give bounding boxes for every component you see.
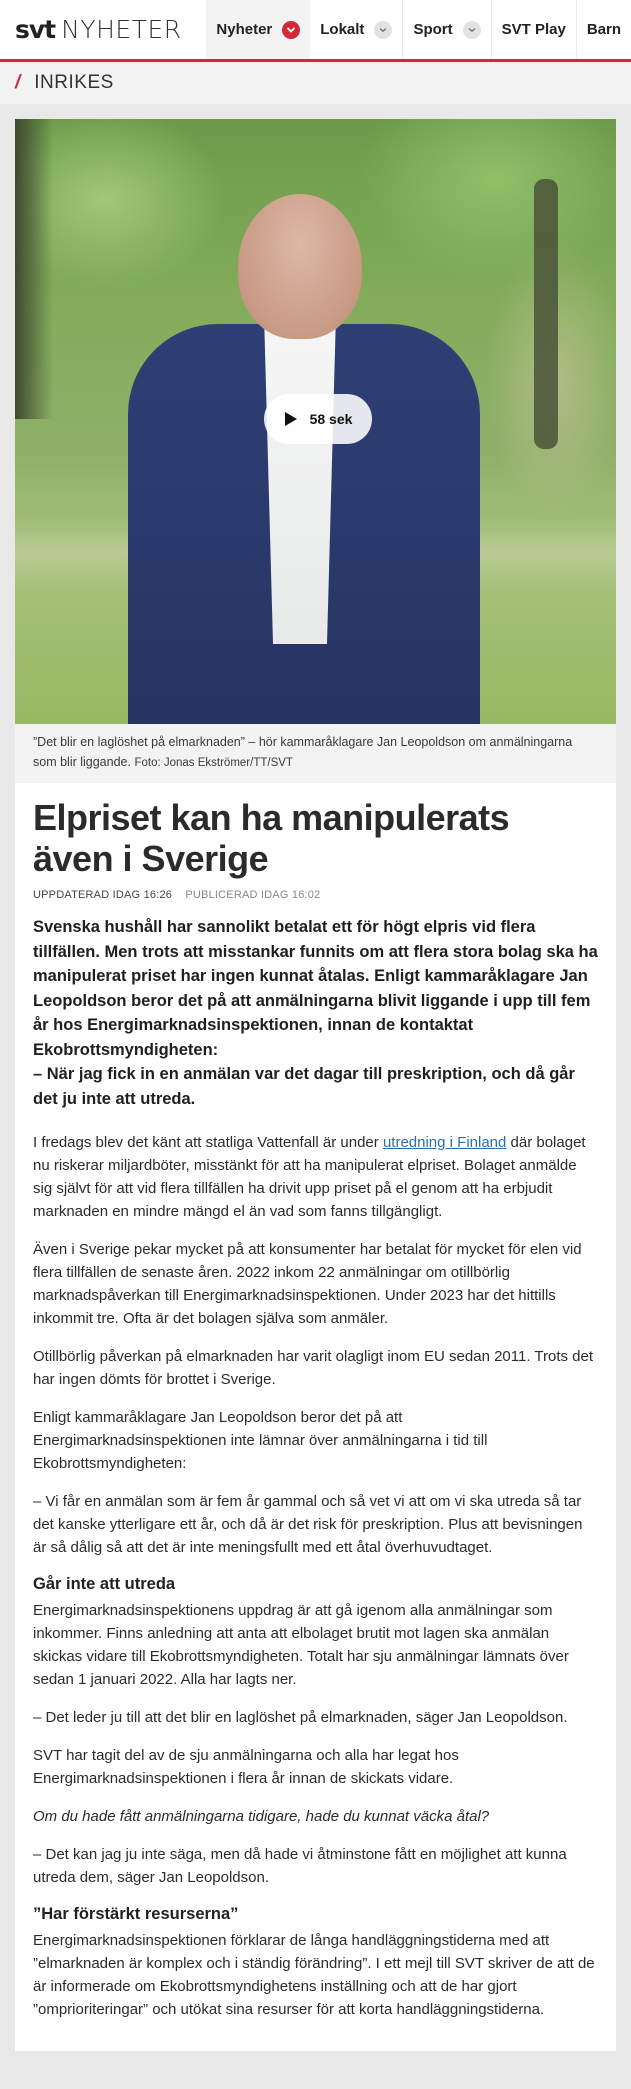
paragraph-text: där bolaget nu riskerar miljardböter, misstänkt för att ha manipulerat elpriset. Bolaget anmälde sig självt för att vid flera tillfällen ha drivit upp priset på el genom att ha erbjudit marknaden en mindre mängd el än vad som fanns tillgängligt. <box>33 1134 586 1220</box>
subheading: ”Har förstärkt resurserna” <box>33 1905 239 1923</box>
article-card <box>15 783 616 2051</box>
play-video-button[interactable] <box>264 394 372 444</box>
body-quote: – Det kan jag ju inte säga, men då hade vi åtminstone fått en möjlighet att kunna utreda dem, säger Jan Leopoldson. <box>33 1846 567 1886</box>
nav-tab-label: Barn <box>586 21 621 38</box>
lead-paragraph: Svenska hushåll har sannolikt betalat ett för högt elpris vid flera tillfällen. Men trots att misstankar funnits om att flera stora bolag ska ha manipulerat priset har ingen kunnat åtalas. Enligt kammaråklagare Jan Leopoldson beror det på att anmälningarna blivit liggande i upp till fem år hos Energimarknadsinspektionen, innan de kontaktat Ekobrottsmyndigheten: <box>33 918 598 1059</box>
nav-tab-nyheter[interactable] <box>206 0 310 59</box>
nav-tab-label: SVT Play <box>501 21 566 38</box>
updated-timestamp: UPPDATERAD IDAG 16:26 <box>33 889 173 901</box>
chevron-down-icon[interactable] <box>463 21 481 39</box>
photo-credit: Foto: Jonas Ekströmer/TT/SVT <box>134 757 293 769</box>
logo-brand: svt <box>15 15 56 44</box>
background-tree <box>15 119 53 419</box>
article-title: Elpriset kan ha manipulerats även i Sverige <box>33 797 510 879</box>
video-duration: 58 sek <box>309 411 353 427</box>
nav-tab-label: Lokalt <box>320 21 365 38</box>
section-link-inrikes[interactable]: INRIKES <box>34 72 114 93</box>
section-slash-icon: / <box>15 72 21 93</box>
logo-section: NYHETER <box>61 15 182 44</box>
top-navigation <box>0 0 631 62</box>
nav-tab-svt-play[interactable] <box>491 0 576 59</box>
nav-tab-lokalt[interactable] <box>310 0 402 59</box>
video-player[interactable] <box>15 119 616 724</box>
chevron-down-icon[interactable] <box>282 21 300 39</box>
nav-tab-label: Nyheter <box>216 21 273 38</box>
article-page <box>0 104 631 2051</box>
body-paragraph <box>33 1131 598 1223</box>
link-utredning-i-finland[interactable]: utredning i Finland <box>382 1134 507 1151</box>
nav-tab-barn[interactable] <box>576 0 631 59</box>
body-paragraph: Även i Sverige pekar mycket på att konsumenter har betalat för mycket för elen vid flera tillfällen de senaste åren. 2022 inkom 22 anmälningar om otillbörlig marknadspåverkan till Energimarknadsinspektionen. Under 2023 har det hittills inkommit tre. Ofta är det bolagen själva som anmäler. <box>33 1241 582 1327</box>
person-head <box>238 194 362 339</box>
article-lead <box>33 915 598 1111</box>
article-media <box>15 119 616 783</box>
body-paragraph: SVT har tagit del av de sju anmälningarna och alla har legat hos Energimarknadsinspektionen i flera år innan de skickats vidare. <box>33 1747 459 1787</box>
play-icon <box>284 411 298 427</box>
nav-tab-sport[interactable] <box>402 0 490 59</box>
body-paragraph: Otillbörlig påverkan på elmarknaden har varit olagligt inom EU sedan 2011. Trots det har ingen dömts för brottet i Sverige. <box>33 1348 594 1388</box>
subheading: Går inte att utreda <box>33 1575 176 1593</box>
media-caption <box>15 724 616 783</box>
background-tree <box>534 179 558 449</box>
body-paragraph: Energimarknadsinspektionen förklarar de långa handläggningstiderna med att ”elmarknaden är komplex och i ständig förändring”. I ett mejl till SVT skriver de att de är informerade om Ekobrottsmyndighetens inställning och att de har gjort ”omprioriteringar” och utökat sina resurser för att korta handläggningstiderna. <box>33 1932 595 2018</box>
body-quote: – Vi får en anmälan som är fem år gammal och så vet vi att om vi ska utreda så tar det kanske ytterligare ett år, och då är det risk för preskription. Plus att bevisningen är så dålig så att det är inte meningsfullt med ett åtal överhuvudtaget. <box>33 1493 583 1556</box>
interview-question: Om du hade fått anmälningarna tidigare, hade du kunnat väcka åtal? <box>33 1808 490 1825</box>
article-timestamps <box>33 889 598 901</box>
svt-nyheter-logo[interactable] <box>0 0 206 59</box>
nav-tab-label: Sport <box>413 21 453 38</box>
breadcrumb <box>0 62 631 104</box>
caption-text: ”Det blir en laglöshet på elmarknaden” – hör kammaråklagare Jan Leopoldson om anmälningarna som blir liggande. <box>33 735 573 769</box>
lead-quote: – När jag fick in en anmälan var det dagar till preskription, och då går det ju inte att utreda. <box>33 1065 575 1108</box>
article-body <box>33 1131 598 2021</box>
chevron-down-icon[interactable] <box>374 21 392 39</box>
body-paragraph: Energimarknadsinspektionens uppdrag är att gå igenom alla anmälningar som inkommer. Finns anledning att anta att elbolaget brutit mot lagen ska anmälan skickas vidare till Ekobrottsmyndigheten. Totalt har sju anmälningar lämnats över sedan 1 januari 2022. Alla har lagts ner. <box>33 1602 569 1688</box>
body-paragraph: Enligt kammaråklagare Jan Leopoldson beror det på att Energimarknadsinspektionen inte lämnar över anmälningarna i tid till Ekobrottsmyndigheten: <box>33 1409 488 1472</box>
published-timestamp: PUBLICERAD IDAG 16:02 <box>185 889 321 901</box>
body-quote: – Det leder ju till att det blir en laglöshet på elmarknaden, säger Jan Leopoldson. <box>33 1709 568 1726</box>
paragraph-text: I fredags blev det känt att statliga Vattenfall är under <box>33 1134 383 1151</box>
